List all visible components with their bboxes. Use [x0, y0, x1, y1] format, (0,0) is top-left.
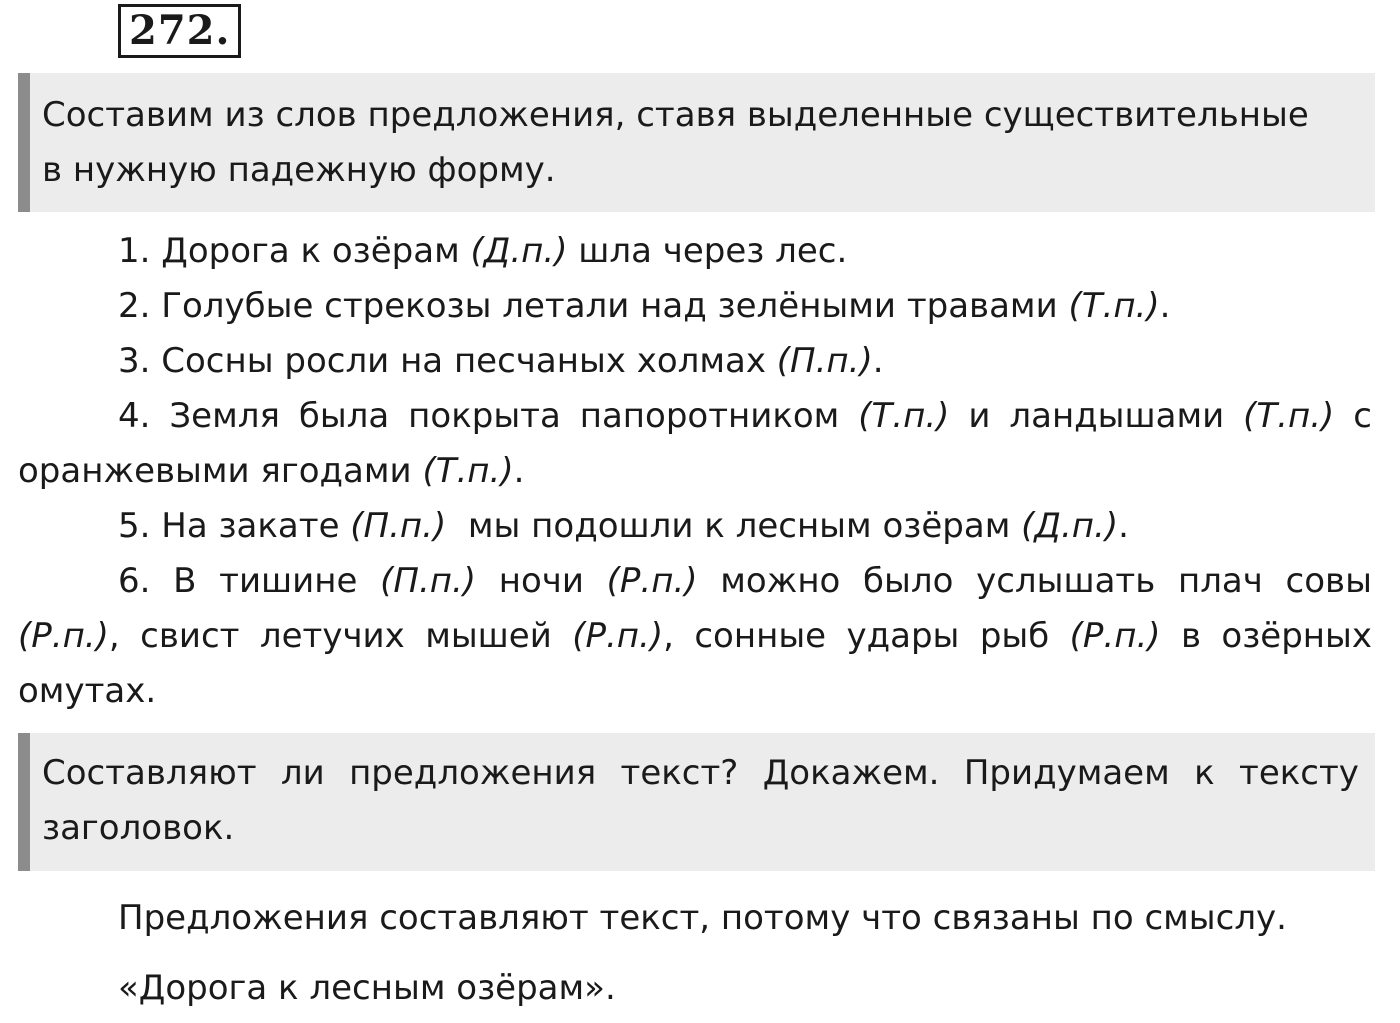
- word: предложения: [349, 753, 597, 793]
- case-label: (Т.п.): [422, 451, 514, 491]
- sentence-1: [18, 224, 1372, 279]
- case-label: (Т.п.): [1068, 286, 1160, 326]
- answer-title: «Дорога к лесным озёрам».: [118, 968, 616, 1008]
- word: 4.: [118, 396, 151, 436]
- case-label: (Р.п.),: [572, 616, 674, 656]
- sentence-3: [18, 334, 1372, 389]
- case-label: (Т.п.): [1243, 396, 1335, 436]
- sentence-text: .: [872, 341, 884, 381]
- word: озёрных: [1221, 616, 1372, 656]
- case-label: (Д.п.): [470, 231, 568, 271]
- case-label: (Р.п.),: [18, 616, 120, 656]
- word: В: [173, 561, 197, 601]
- word: свист: [140, 616, 240, 656]
- case-label: (П.п.): [350, 506, 447, 546]
- sentence-4-line-1: [18, 389, 1372, 444]
- instruction-2-line-2: заголовок.: [42, 808, 235, 848]
- sentence-text: Голубые стрекозы летали над зелёными травами: [161, 286, 1069, 326]
- word: с: [1353, 396, 1372, 436]
- sentence-text: Дорога к озёрам: [161, 231, 471, 271]
- word: была: [298, 396, 390, 436]
- sentence-6-line-3: омутах.: [18, 671, 157, 711]
- sentence-5-end: .: [1118, 506, 1129, 546]
- word: ночи: [498, 561, 584, 601]
- word: услышать: [976, 561, 1156, 601]
- word: текст?: [620, 753, 739, 793]
- task-number: 272.: [118, 4, 241, 58]
- word: Докажем.: [762, 753, 940, 793]
- instruction-1-line-2: в нужную падежную форму.: [42, 150, 556, 190]
- word: было: [863, 561, 954, 601]
- word: и: [968, 396, 991, 436]
- sentence-5-text-1: На закате: [161, 506, 351, 546]
- instruction-2-line-1: [42, 746, 1359, 801]
- word: можно: [720, 561, 841, 601]
- sentence-5-number: 5.: [118, 506, 151, 546]
- word: покрыта: [408, 396, 561, 436]
- sentence-4-end: .: [513, 451, 525, 491]
- word: ли: [280, 753, 325, 793]
- case-label: (Р.п.): [606, 561, 698, 601]
- case-label: (Т.п.): [858, 396, 950, 436]
- word: папоротником: [579, 396, 840, 436]
- case-label: (П.п.): [380, 561, 477, 601]
- word: рыб: [979, 616, 1050, 656]
- word: Составляют: [42, 753, 257, 793]
- answer-block: [118, 883, 1287, 1023]
- sentence-4-line-2: [18, 444, 1372, 499]
- word: тексту: [1239, 753, 1359, 793]
- word: к: [1194, 753, 1215, 793]
- word: удары: [846, 616, 960, 656]
- sentence-6-line-1: [18, 554, 1372, 609]
- sentence-number: 3.: [118, 341, 162, 381]
- sentence-5-text-2: мы подошли к лесным озёрам: [446, 506, 1022, 546]
- word: Придумаем: [963, 753, 1170, 793]
- word: сонные: [694, 616, 827, 656]
- word: ландышами: [1009, 396, 1225, 436]
- sentence-4-text: оранжевыми ягодами: [18, 451, 423, 491]
- word: плач: [1177, 561, 1263, 601]
- sentences-list: [18, 224, 1372, 719]
- simple-sentences: [18, 224, 1372, 389]
- sentence-number: 2.: [118, 286, 162, 326]
- sentence-number: 1.: [118, 231, 162, 271]
- sentence-2: [18, 279, 1372, 334]
- word: 6.: [118, 561, 151, 601]
- sentence-5: [18, 499, 1372, 554]
- word: в: [1180, 616, 1201, 656]
- case-label: (Р.п.): [1069, 616, 1161, 656]
- case-label: (П.п.): [776, 341, 873, 381]
- sentence-text: Сосны росли на песчаных холмах: [161, 341, 777, 381]
- instruction-box-2: [18, 733, 1375, 871]
- answer-explanation: Предложения составляют текст, потому что связаны по смыслу.: [118, 898, 1287, 938]
- instruction-1-line-1: Составим из слов предложения, ставя выделенные существительные: [42, 95, 1309, 135]
- case-label: (Д.п.): [1021, 506, 1119, 546]
- sentence-text: шла через лес.: [567, 231, 848, 271]
- word: мышей: [425, 616, 552, 656]
- word: Земля: [169, 396, 280, 436]
- sentence-6-line-2: [18, 609, 1372, 664]
- word: летучих: [259, 616, 405, 656]
- word: тишине: [219, 561, 358, 601]
- word: совы: [1285, 561, 1372, 601]
- sentence-text: .: [1159, 286, 1171, 326]
- instruction-box-1: [18, 73, 1375, 212]
